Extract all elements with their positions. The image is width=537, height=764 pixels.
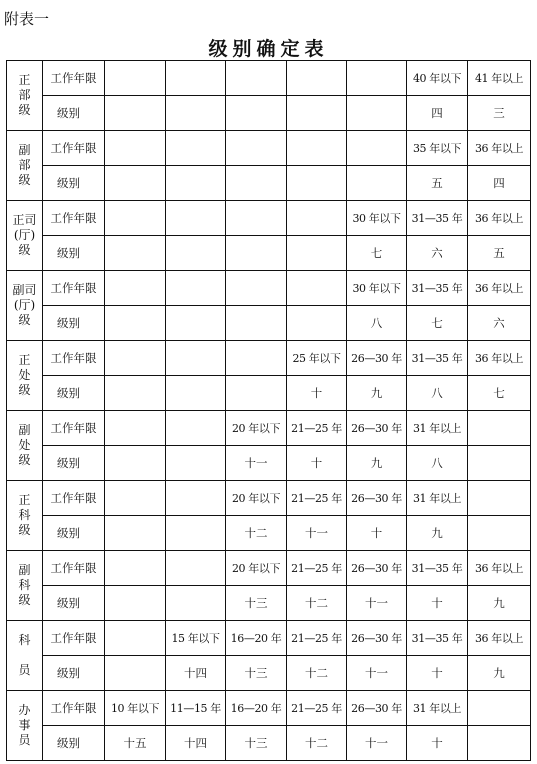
years-label: 工作年限 — [43, 341, 105, 376]
table-row — [7, 131, 531, 166]
years-cell: 41 年以上 — [468, 61, 531, 96]
years-cell: 21—25 年 — [287, 481, 347, 516]
table-row — [7, 166, 531, 201]
level-cell: 五 — [468, 236, 531, 271]
table-row — [7, 691, 531, 726]
level-label: 级别 — [43, 446, 105, 481]
level-cell: 十 — [287, 446, 347, 481]
level-table — [6, 60, 531, 761]
level-cell: 十 — [347, 516, 407, 551]
years-cell — [347, 61, 407, 96]
rank-cell — [7, 411, 43, 481]
level-cell: 十 — [407, 656, 468, 691]
level-cell: 十二 — [226, 516, 287, 551]
level-cell: 五 — [407, 166, 468, 201]
years-cell — [287, 201, 347, 236]
years-cell — [105, 271, 166, 306]
years-cell — [166, 201, 226, 236]
level-cell: 四 — [407, 96, 468, 131]
rank-text: 科 — [18, 508, 31, 522]
level-cell: 十二 — [287, 656, 347, 691]
years-cell: 10 年以下 — [105, 691, 166, 726]
level-cell — [166, 516, 226, 551]
level-cell: 十四 — [166, 656, 226, 691]
rank-text: 事 — [18, 718, 31, 732]
years-cell: 25 年以下 — [287, 341, 347, 376]
rank-cell — [7, 271, 43, 341]
level-cell: 九 — [468, 656, 531, 691]
rank-text: 员 — [18, 733, 31, 747]
rank-text: 级 — [18, 383, 31, 397]
table-row — [7, 96, 531, 131]
years-cell: 31—35 年 — [407, 621, 468, 656]
rank-cell — [7, 691, 43, 761]
level-cell — [166, 446, 226, 481]
table-row — [7, 726, 531, 761]
years-cell: 21—25 年 — [287, 621, 347, 656]
years-label: 工作年限 — [43, 131, 105, 166]
years-cell — [287, 61, 347, 96]
rank-text: 办 — [18, 703, 31, 717]
years-cell — [226, 61, 287, 96]
level-label: 级别 — [43, 236, 105, 271]
rank-text: 级 — [18, 313, 31, 327]
level-cell — [105, 446, 166, 481]
table-row — [7, 481, 531, 516]
rank-text: 级 — [18, 453, 31, 467]
years-cell: 21—25 年 — [287, 691, 347, 726]
years-cell — [468, 411, 531, 446]
years-cell — [287, 131, 347, 166]
level-cell: 十四 — [166, 726, 226, 761]
level-cell — [105, 586, 166, 621]
level-cell: 八 — [407, 446, 468, 481]
table-row — [7, 201, 531, 236]
years-label: 工作年限 — [43, 201, 105, 236]
level-cell: 十三 — [226, 726, 287, 761]
years-cell: 31 年以上 — [407, 691, 468, 726]
years-cell: 16—20 年 — [226, 691, 287, 726]
rank-text: 副 — [18, 423, 31, 437]
years-cell: 31—35 年 — [407, 551, 468, 586]
years-cell — [166, 341, 226, 376]
level-cell — [468, 516, 531, 551]
level-cell — [287, 236, 347, 271]
level-cell — [105, 376, 166, 411]
level-cell — [166, 376, 226, 411]
level-cell — [226, 236, 287, 271]
rank-text: 副 — [18, 563, 31, 577]
level-cell: 十一 — [226, 446, 287, 481]
years-cell: 26—30 年 — [347, 551, 407, 586]
level-cell — [166, 306, 226, 341]
years-cell — [226, 201, 287, 236]
level-cell: 六 — [407, 236, 468, 271]
level-cell: 十一 — [347, 586, 407, 621]
years-cell — [105, 201, 166, 236]
level-label: 级别 — [43, 516, 105, 551]
rank-text: 正 — [18, 493, 31, 507]
years-cell: 26—30 年 — [347, 411, 407, 446]
rank-text: 科 — [18, 633, 31, 647]
level-cell — [347, 96, 407, 131]
level-cell: 九 — [468, 586, 531, 621]
years-cell: 20 年以下 — [226, 551, 287, 586]
table-row — [7, 61, 531, 96]
years-cell — [468, 691, 531, 726]
years-cell — [468, 481, 531, 516]
years-cell: 26—30 年 — [347, 691, 407, 726]
level-cell: 十 — [407, 586, 468, 621]
years-label: 工作年限 — [43, 481, 105, 516]
years-cell — [166, 271, 226, 306]
rank-cell — [7, 621, 43, 691]
years-cell — [105, 341, 166, 376]
years-cell: 11—15 年 — [166, 691, 226, 726]
level-cell — [468, 726, 531, 761]
years-cell — [166, 131, 226, 166]
level-cell: 十 — [287, 376, 347, 411]
years-cell: 36 年以上 — [468, 341, 531, 376]
years-cell: 30 年以下 — [347, 271, 407, 306]
years-cell: 26—30 年 — [347, 481, 407, 516]
level-cell: 七 — [468, 376, 531, 411]
level-cell: 十 — [407, 726, 468, 761]
page-title: 级别确定表 — [208, 38, 329, 60]
years-cell — [226, 131, 287, 166]
level-cell: 十三 — [226, 586, 287, 621]
rank-text: 部 — [18, 158, 31, 172]
level-label: 级别 — [43, 376, 105, 411]
years-cell — [105, 61, 166, 96]
years-cell: 26—30 年 — [347, 621, 407, 656]
table-row — [7, 586, 531, 621]
years-cell — [166, 61, 226, 96]
years-cell: 36 年以上 — [468, 131, 531, 166]
years-cell: 21—25 年 — [287, 411, 347, 446]
table-row — [7, 341, 531, 376]
level-cell: 六 — [468, 306, 531, 341]
level-cell — [166, 236, 226, 271]
table-row — [7, 551, 531, 586]
years-cell: 31 年以上 — [407, 481, 468, 516]
level-cell — [105, 236, 166, 271]
level-cell — [226, 376, 287, 411]
years-cell — [166, 411, 226, 446]
rank-text: 部 — [18, 88, 31, 102]
years-cell: 36 年以上 — [468, 551, 531, 586]
years-cell: 26—30 年 — [347, 341, 407, 376]
rank-text: (厅) — [13, 228, 36, 242]
level-cell: 九 — [347, 376, 407, 411]
level-cell: 十一 — [347, 656, 407, 691]
years-cell: 16—20 年 — [226, 621, 287, 656]
rank-text: 副 — [18, 143, 31, 157]
rank-cell — [7, 61, 43, 131]
rank-cell — [7, 341, 43, 411]
rank-text: 科 — [18, 578, 31, 592]
level-cell — [468, 446, 531, 481]
years-cell — [105, 551, 166, 586]
rank-text: 级 — [18, 103, 31, 117]
level-cell — [166, 166, 226, 201]
years-cell — [287, 271, 347, 306]
years-label: 工作年限 — [43, 271, 105, 306]
level-label: 级别 — [43, 166, 105, 201]
level-label: 级别 — [43, 586, 105, 621]
level-cell — [347, 166, 407, 201]
rank-text: 正 — [18, 73, 31, 87]
rank-text: 处 — [18, 438, 31, 452]
table-row — [7, 376, 531, 411]
level-cell — [105, 306, 166, 341]
years-cell: 31 年以上 — [407, 411, 468, 446]
years-cell — [105, 411, 166, 446]
years-cell: 36 年以上 — [468, 201, 531, 236]
table-row — [7, 446, 531, 481]
level-cell — [105, 166, 166, 201]
level-label: 级别 — [43, 656, 105, 691]
level-cell: 九 — [347, 446, 407, 481]
rank-cell — [7, 201, 43, 271]
rank-cell — [7, 551, 43, 621]
years-cell — [347, 131, 407, 166]
years-cell: 40 年以下 — [407, 61, 468, 96]
rank-text: 级 — [18, 593, 31, 607]
years-cell: 20 年以下 — [226, 411, 287, 446]
level-label: 级别 — [43, 306, 105, 341]
level-cell — [105, 656, 166, 691]
level-cell — [287, 306, 347, 341]
years-label: 工作年限 — [43, 621, 105, 656]
rank-text: 正 — [18, 353, 31, 367]
table-row — [7, 516, 531, 551]
years-cell: 31—35 年 — [407, 341, 468, 376]
years-cell: 31—35 年 — [407, 271, 468, 306]
level-cell — [105, 516, 166, 551]
level-cell: 十五 — [105, 726, 166, 761]
table-row — [7, 271, 531, 306]
rank-text — [7, 648, 42, 663]
level-label: 级别 — [43, 726, 105, 761]
rank-text: 级 — [18, 523, 31, 537]
table-row — [7, 236, 531, 271]
rank-text: 正司 — [12, 213, 37, 227]
appendix-label: 附表一 — [4, 10, 50, 28]
years-cell: 20 年以下 — [226, 481, 287, 516]
years-cell — [166, 551, 226, 586]
years-cell — [166, 481, 226, 516]
level-cell — [287, 166, 347, 201]
rank-text: (厅) — [13, 298, 36, 312]
rank-text: 副司 — [12, 283, 37, 297]
years-cell — [105, 131, 166, 166]
years-cell: 15 年以下 — [166, 621, 226, 656]
table-row — [7, 621, 531, 656]
years-cell — [105, 481, 166, 516]
level-cell — [287, 96, 347, 131]
level-cell: 三 — [468, 96, 531, 131]
level-cell — [226, 306, 287, 341]
years-cell — [226, 341, 287, 376]
rank-cell — [7, 481, 43, 551]
years-cell: 31—35 年 — [407, 201, 468, 236]
years-cell — [226, 271, 287, 306]
rank-text: 员 — [18, 663, 31, 677]
level-cell — [226, 166, 287, 201]
level-cell: 十三 — [226, 656, 287, 691]
level-cell: 八 — [347, 306, 407, 341]
level-cell: 七 — [407, 306, 468, 341]
rank-text: 级 — [18, 243, 31, 257]
table-row — [7, 411, 531, 446]
level-cell: 四 — [468, 166, 531, 201]
level-cell: 十一 — [287, 516, 347, 551]
years-cell: 36 年以上 — [468, 271, 531, 306]
years-label: 工作年限 — [43, 551, 105, 586]
years-cell: 35 年以下 — [407, 131, 468, 166]
years-cell: 30 年以下 — [347, 201, 407, 236]
level-cell — [166, 96, 226, 131]
years-label: 工作年限 — [43, 411, 105, 446]
rank-text: 处 — [18, 368, 31, 382]
level-cell: 十一 — [347, 726, 407, 761]
level-cell: 七 — [347, 236, 407, 271]
level-cell — [166, 586, 226, 621]
level-cell: 十二 — [287, 726, 347, 761]
rank-cell — [7, 131, 43, 201]
years-label: 工作年限 — [43, 691, 105, 726]
years-label: 工作年限 — [43, 61, 105, 96]
level-cell — [105, 96, 166, 131]
table-row — [7, 656, 531, 691]
level-cell: 九 — [407, 516, 468, 551]
years-cell: 21—25 年 — [287, 551, 347, 586]
level-label: 级别 — [43, 96, 105, 131]
rank-text: 级 — [18, 173, 31, 187]
table-row — [7, 306, 531, 341]
level-cell — [226, 96, 287, 131]
level-cell: 八 — [407, 376, 468, 411]
years-cell — [105, 621, 166, 656]
level-cell: 十二 — [287, 586, 347, 621]
years-cell: 36 年以上 — [468, 621, 531, 656]
